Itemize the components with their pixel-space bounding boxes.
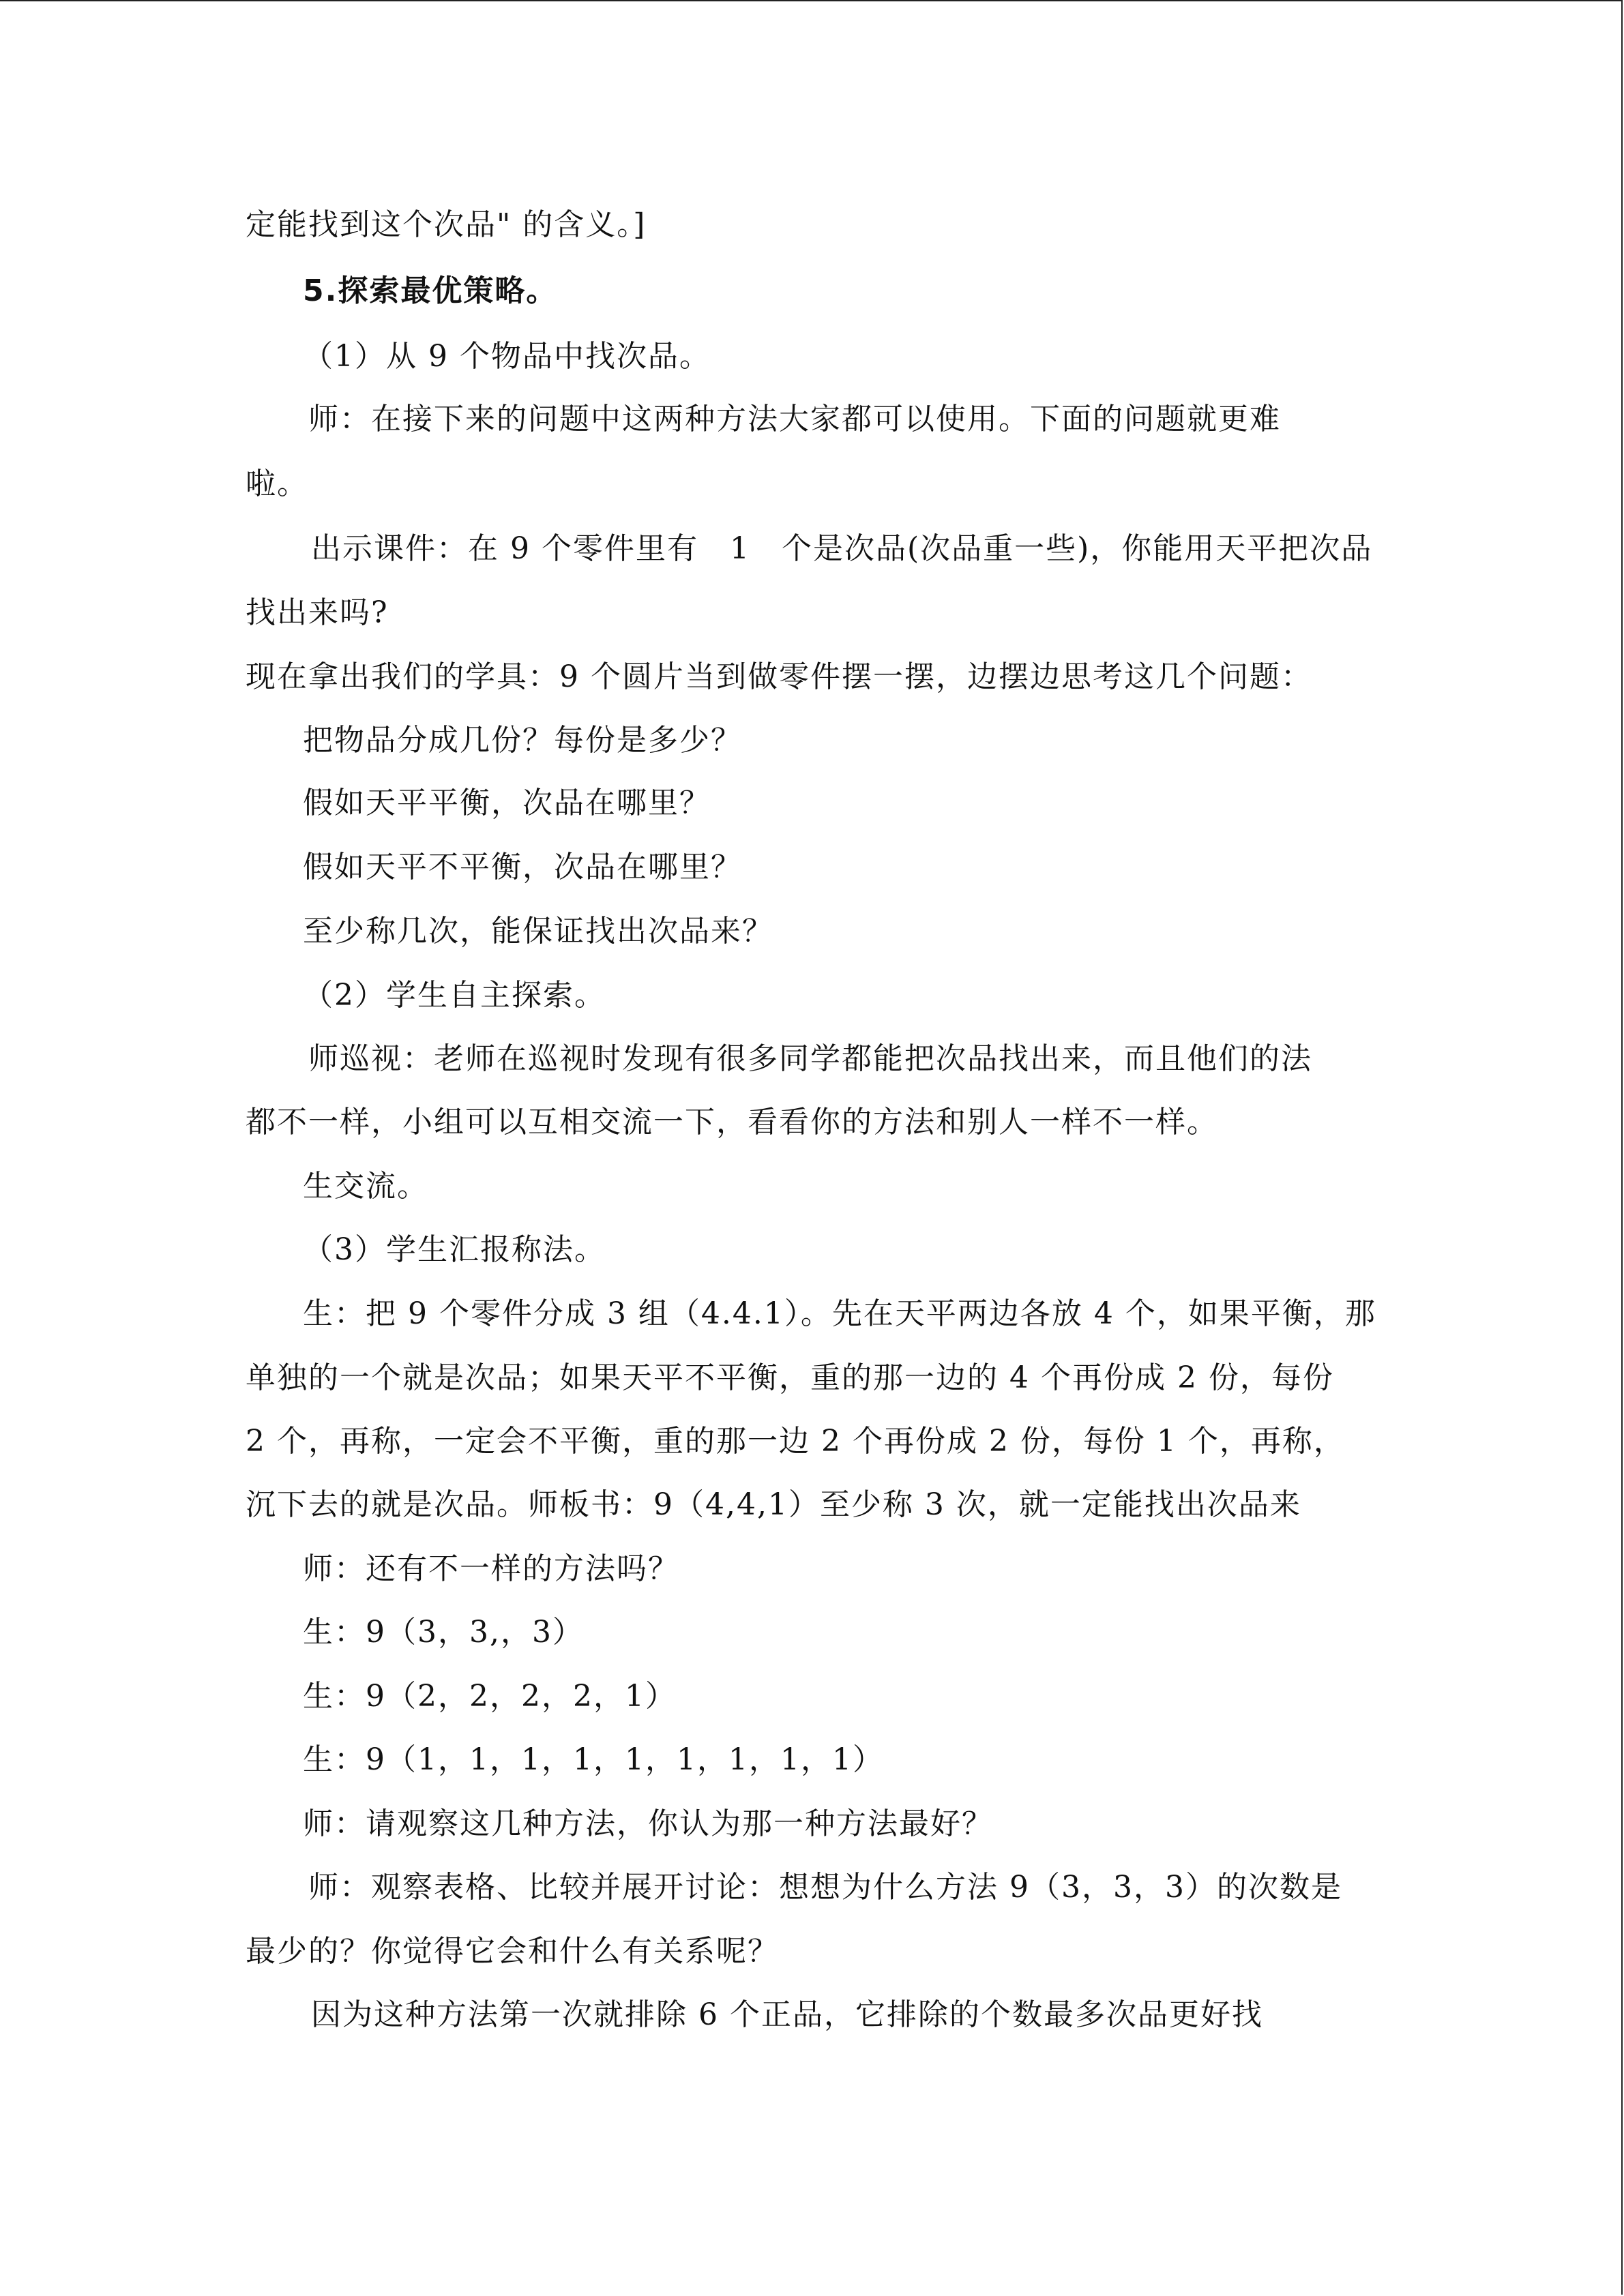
courseware-line: 出示课件：在 9 个零件里有 1 个是次品(次品重一些)，你能用天平把次品: [311, 531, 1373, 566]
text-line-continuation: 定能找到这个次品" 的含义。]: [246, 207, 647, 242]
teacher-question-best: 师：请观察这几种方法，你认为那一种方法最好？: [303, 1806, 993, 1841]
subsection-2-heading: （2）学生自主探索。: [303, 978, 606, 1013]
courseware-line-cont: 找出来吗?: [246, 595, 389, 630]
question-4: 至少称几次，能保证找出次品来？: [303, 914, 773, 949]
student-report-line-4: 沉下去的就是次品。师板书：9（4,4,1）至少称 3 次，就一定能找出次品来: [246, 1487, 1301, 1522]
student-method-2: 生：9（2，2，2，2，1）: [303, 1679, 677, 1714]
teacher-patrol-line-cont: 都不一样，小组可以互相交流一下，看看你的方法和别人一样不一样。: [246, 1105, 1218, 1139]
student-exchange-line: 生交流。: [303, 1169, 428, 1204]
teacher-question-other-methods: 师：还有不一样的方法吗？: [303, 1551, 679, 1586]
materials-line: 现在拿出我们的学具：9 个圆片当到做零件摆一摆，边摆边思考这几个问题：: [246, 659, 1312, 694]
subsection-3-heading: （3）学生汇报称法。: [303, 1232, 606, 1267]
question-2: 假如天平平衡，次品在哪里？: [303, 786, 711, 820]
teacher-discussion-line-cont: 最少的？你觉得它会和什么有关系呢？: [246, 1934, 779, 1969]
subsection-1-heading: （1）从 9 个物品中找次品。: [303, 339, 711, 374]
teacher-patrol-line: 师巡视：老师在巡视时发现有很多同学都能把次品找出来，而且他们的法: [308, 1041, 1312, 1076]
student-report-line-1: 生：把 9 个零件分成 3 组（4.4.1）。先在天平两边各放 4 个，如果平衡，那: [303, 1296, 1376, 1331]
section-heading: 5.探索最优策略。: [303, 273, 558, 308]
teacher-discussion-line: 师：观察表格、比较并展开讨论：想想为什么方法 9（3，3，3）的次数是: [308, 1870, 1342, 1905]
question-1: 把物品分成几份？每份是多少？: [303, 723, 742, 758]
student-report-line-2: 单独的一个就是次品；如果天平不平衡，重的那一边的 4 个再份成 2 份，每份: [246, 1360, 1334, 1395]
reason-line: 因为这种方法第一次就排除 6 个正品，它排除的个数最多次品更好找: [311, 1997, 1263, 2032]
student-method-1: 生：9（3，3,，3）: [303, 1615, 584, 1650]
student-method-3: 生：9（1，1，1，1，1，1，1，1，1）: [303, 1742, 884, 1777]
question-3: 假如天平不平衡，次品在哪里？: [303, 850, 742, 884]
teacher-line-1: 师：在接下来的问题中这两种方法大家都可以使用。下面的问题就更难: [308, 402, 1281, 436]
student-report-line-3: 2 个，再称，一定会不平衡，重的那一边 2 个再份成 2 份，每份 1 个，再称，: [246, 1424, 1345, 1459]
teacher-line-1-cont: 啦。: [246, 466, 308, 501]
